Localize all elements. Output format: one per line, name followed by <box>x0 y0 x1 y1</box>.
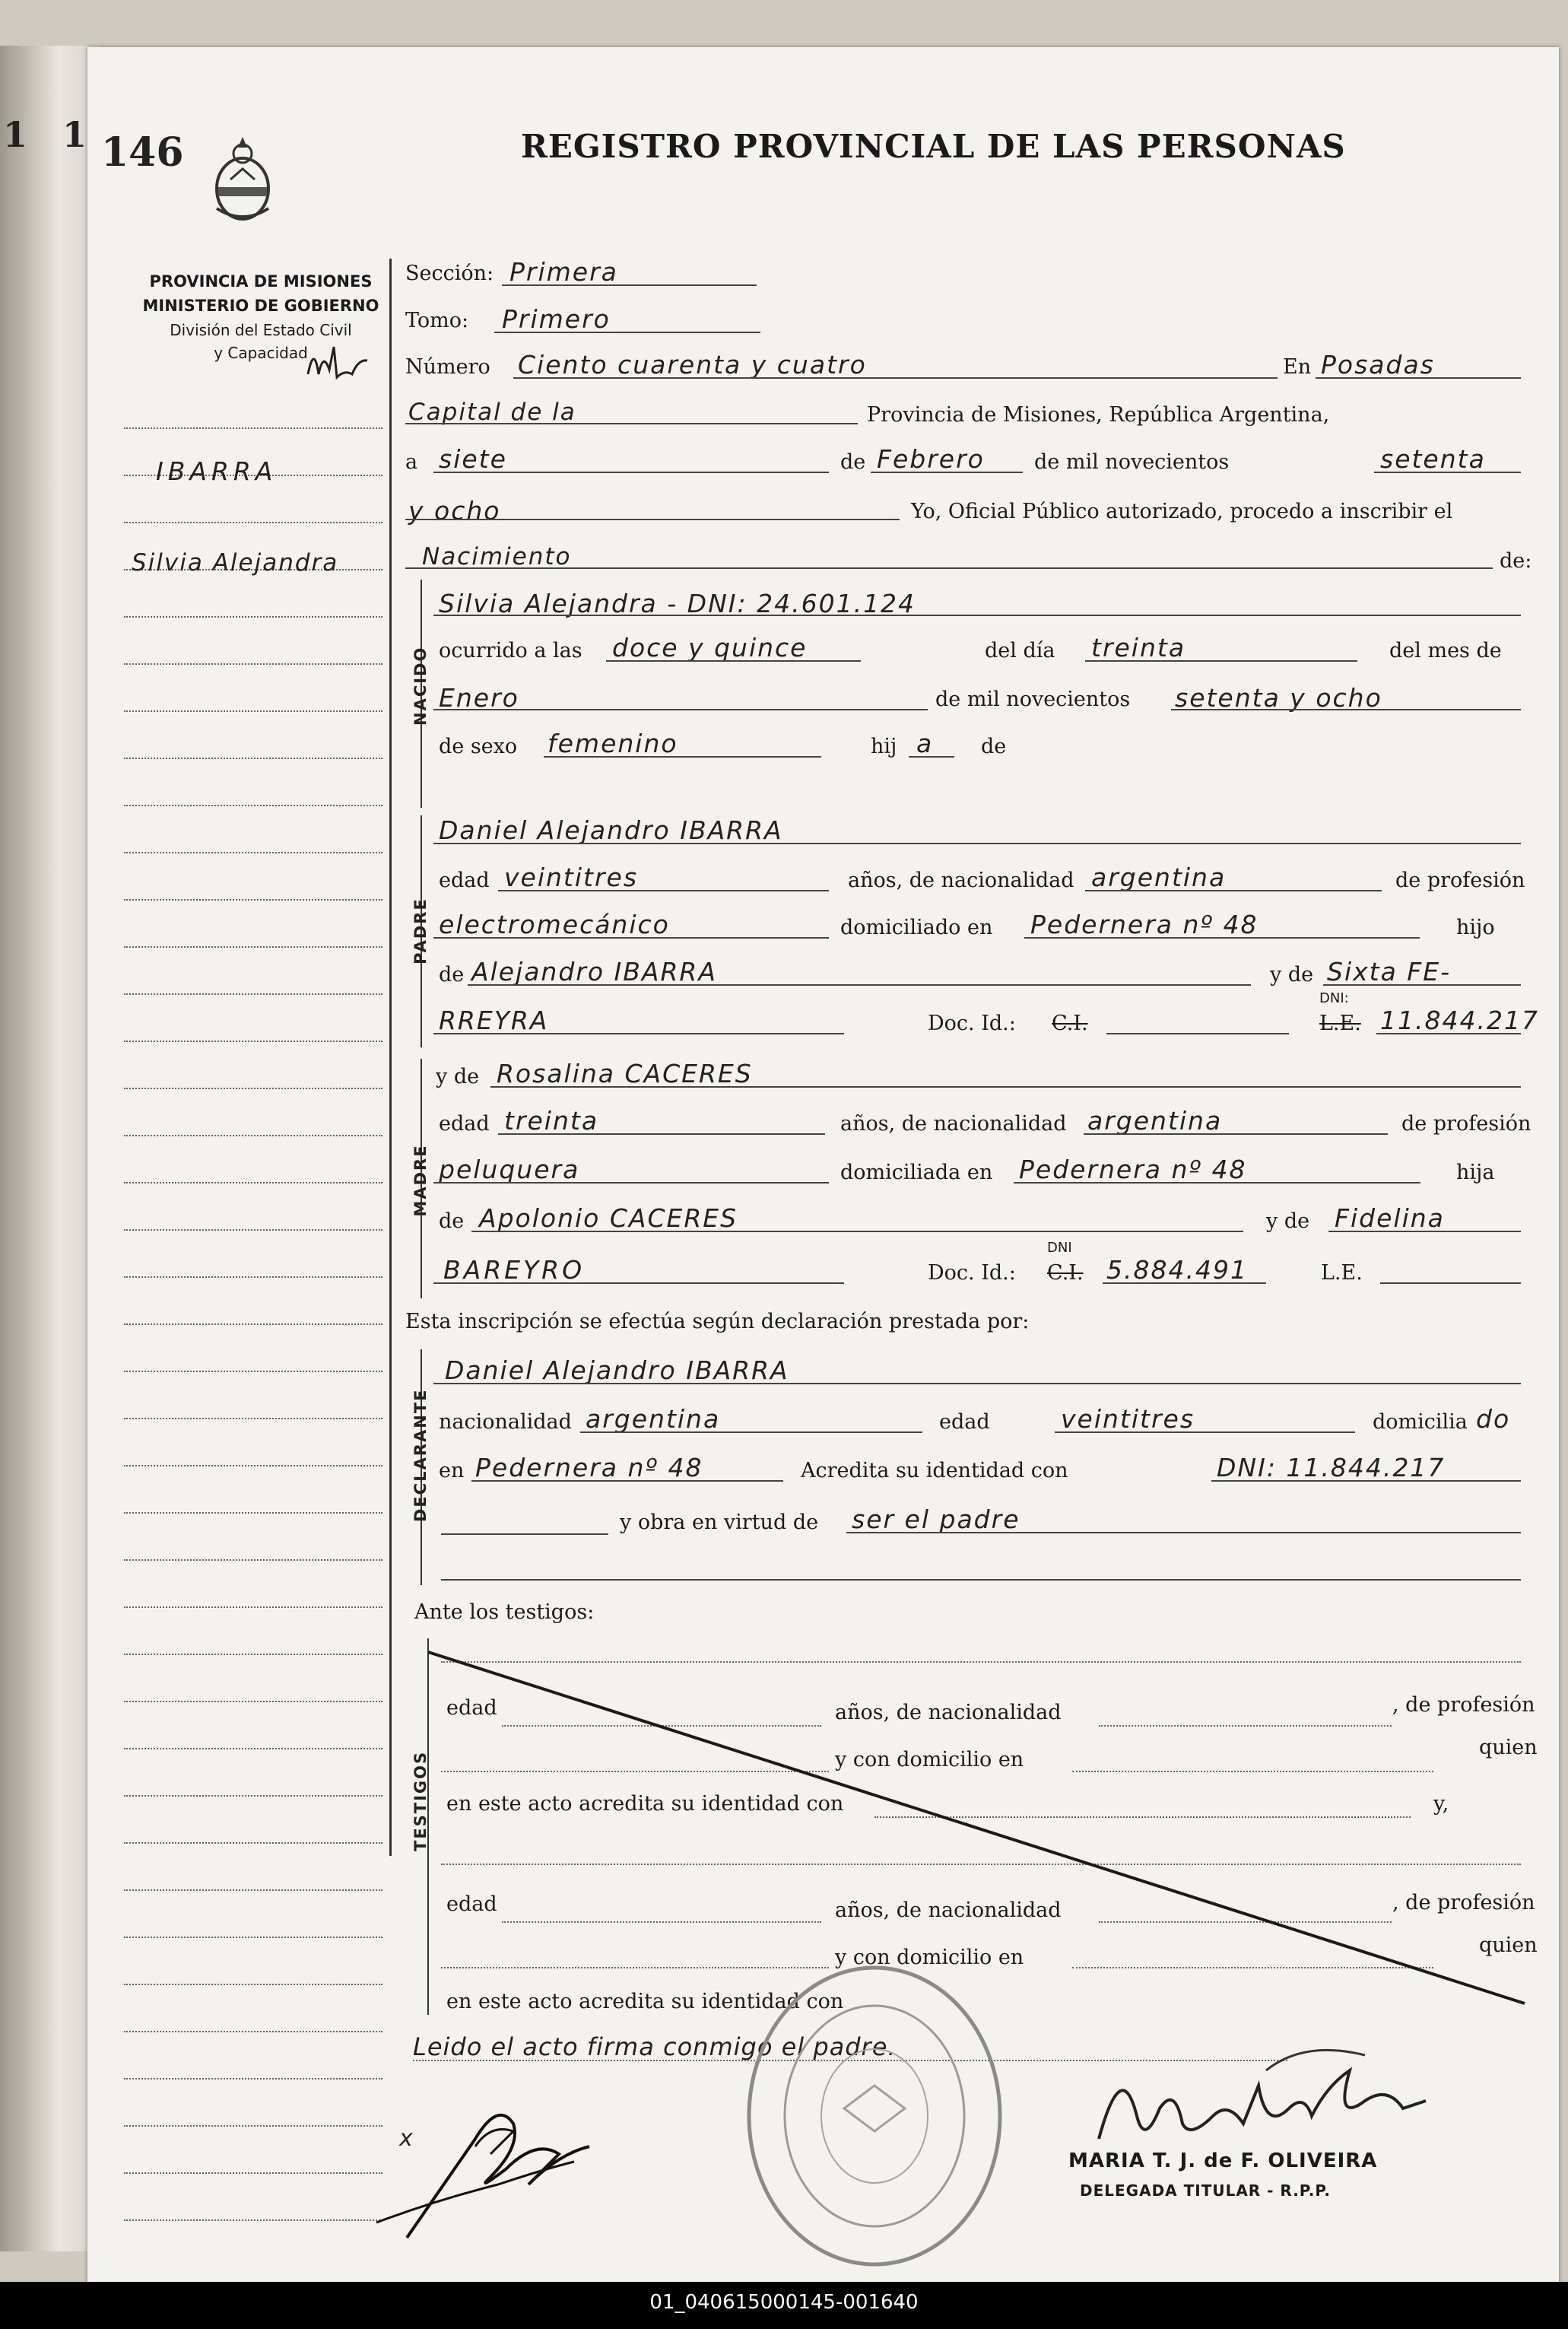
en-value: Pedernera nº 48 <box>475 1453 703 1482</box>
fill-line <box>490 1086 1521 1088</box>
fill-line <box>580 1431 922 1433</box>
le-label: L.E. <box>1321 1261 1363 1285</box>
dom-label: domiciliada en <box>840 1161 993 1184</box>
hij-label: hij <box>871 735 897 758</box>
numero-value: Ciento cuarenta y cuatro <box>518 350 867 380</box>
fill-line <box>1376 1033 1521 1034</box>
padre-side-label: PADRE <box>411 898 430 964</box>
acredita-value: DNI: 11.844.217 <box>1217 1453 1446 1482</box>
day-value: siete <box>439 444 507 474</box>
org-line: PROVINCIA DE MISIONES <box>149 272 373 291</box>
margin-rule <box>124 2125 382 2127</box>
margin-rule <box>124 1041 382 1042</box>
prof-value: peluquera <box>439 1155 580 1184</box>
x-mark: x <box>399 2125 414 2152</box>
tomo-value: Primero <box>502 304 611 334</box>
margin-rule <box>124 1088 382 1089</box>
doc-label: Doc. Id.: <box>928 1261 1016 1285</box>
initials-signature-icon <box>300 336 376 389</box>
virtud-label: y obra en virtud de <box>620 1511 819 1534</box>
month-value: Febrero <box>877 444 985 474</box>
seccion-value: Primera <box>509 257 618 287</box>
madre-side-label: MADRE <box>411 1144 430 1217</box>
margin-rule <box>124 1323 382 1325</box>
fill-line <box>513 377 1278 379</box>
margin-rule <box>124 805 382 806</box>
anio-value: setenta y ocho <box>1175 683 1382 713</box>
fill-line <box>405 567 1493 569</box>
nac-label: años, de nacionalidad <box>835 1898 1062 1922</box>
del-dia-label: del día <box>985 639 1055 662</box>
edad-value: veintitres <box>1061 1404 1195 1434</box>
dom-label: domiciliado en <box>840 916 993 939</box>
margin-rule <box>124 1182 382 1184</box>
mil-text: de mil novecientos <box>1034 450 1230 474</box>
fill-line <box>1380 1282 1521 1284</box>
numero-label: Número <box>405 355 490 379</box>
le-label: L.E. <box>1319 1012 1361 1035</box>
fill-line <box>1014 1182 1420 1184</box>
fill-line <box>1374 472 1521 473</box>
en-value: Posadas <box>1321 350 1435 380</box>
mother-value: BAREYRO <box>443 1255 586 1285</box>
dom-suffix: do <box>1476 1404 1511 1434</box>
doc-value: 11.844.217 <box>1380 1006 1539 1035</box>
oficial-text: Yo, Oficial Público autorizado, procedo a inscribir el <box>911 500 1453 523</box>
margin-rule <box>124 946 382 948</box>
coat-of-arms-icon <box>202 132 284 222</box>
declarante-name: Daniel Alejandro IBARRA <box>445 1355 789 1385</box>
cancellation-line <box>422 1644 1532 2010</box>
ocurrido-label: ocurrido a las <box>439 639 582 662</box>
dom-value: Pedernera nº 48 <box>1019 1155 1247 1184</box>
page-title: REGISTRO PROVINCIAL DE LAS PERSONAS <box>521 128 1346 165</box>
fill-line <box>1211 1480 1521 1482</box>
margin-given-names: Silvia Alejandra <box>132 549 339 577</box>
fill-line <box>909 756 954 758</box>
yde-label: y de <box>1270 963 1314 987</box>
acredita-label: Acredita su identidad con <box>801 1459 1068 1482</box>
margin-rule <box>124 2031 382 2032</box>
margin-rule <box>124 1418 382 1419</box>
mother-value: RREYRA <box>439 1006 549 1035</box>
fill-line <box>433 937 829 939</box>
fill-line <box>1103 1282 1266 1284</box>
a-label: a <box>405 450 418 474</box>
margin-rule <box>124 1465 382 1466</box>
y-label: y, <box>1433 1792 1449 1816</box>
nac-value: argentina <box>1091 863 1227 892</box>
fill-line <box>871 472 1023 473</box>
margin-rule <box>124 993 382 995</box>
acredita-label: en este acto acredita su identidad con <box>446 1792 844 1816</box>
margin-surname: IBARRA <box>156 456 278 486</box>
de-label: de <box>840 450 866 474</box>
edge-number: 1 <box>3 114 28 155</box>
hij-value: a <box>916 729 934 758</box>
doc-label: Doc. Id.: <box>928 1012 1016 1035</box>
official-seal-icon <box>738 1956 1011 2276</box>
margin-rule <box>124 1937 382 1938</box>
nacido-side-label: NACIDO <box>411 646 430 726</box>
fill-line <box>468 984 1251 986</box>
ci-label: C.I. <box>1047 1261 1084 1285</box>
edad-label: edad <box>446 1892 497 1916</box>
margin-rule <box>124 1748 382 1749</box>
margin-rule <box>124 1559 382 1561</box>
margin-rule <box>124 1135 382 1136</box>
footer-image-id: 01_040615000145-001640 <box>649 2291 919 2314</box>
margin-rule <box>124 1371 382 1372</box>
prof-label: de profesión <box>1395 869 1525 892</box>
fill-line <box>433 615 1521 616</box>
nac-label: años, de nacionalidad <box>848 869 1074 892</box>
margin-rule <box>124 1984 382 1985</box>
dni-label: DNI <box>1047 1240 1072 1256</box>
dom-label: y con domicilio en <box>835 1748 1024 1771</box>
declarant-signature-icon <box>361 2055 620 2253</box>
margin-rule <box>124 1795 382 1797</box>
fill-line <box>1316 377 1521 379</box>
nac-value: argentina <box>1087 1106 1223 1136</box>
margin-rule <box>124 1842 382 1844</box>
fill-line <box>1084 1133 1388 1135</box>
fill-line <box>544 756 821 758</box>
fill-line <box>1171 709 1521 710</box>
father-value: Apolonio CACERES <box>479 1203 738 1233</box>
fill-line <box>846 1532 1521 1533</box>
year-value: y ocho <box>408 496 501 526</box>
margin-rule <box>124 427 382 429</box>
dom-label: domicilia <box>1373 1410 1468 1434</box>
fill-line <box>433 843 1521 844</box>
margin-rule <box>124 522 382 523</box>
fill-line <box>1085 660 1357 662</box>
margin-rule <box>124 1512 382 1514</box>
fill-line <box>405 519 900 520</box>
padre-name: Daniel Alejandro IBARRA <box>439 815 783 845</box>
de-end-label: de: <box>1500 549 1532 573</box>
edad-label: edad <box>439 1112 490 1136</box>
org-line: MINISTERIO DE GOBIERNO <box>142 297 379 315</box>
seccion-label: Sección: <box>405 262 494 285</box>
del-mes-label: del mes de <box>1389 639 1502 662</box>
edad-value: veintitres <box>504 863 639 892</box>
margin-rule <box>124 2219 382 2221</box>
fill-line <box>433 472 829 473</box>
edad-label: edad <box>446 1696 497 1720</box>
prof-label: , de profesión <box>1392 1693 1535 1717</box>
margin-rule <box>124 663 382 665</box>
fill-line <box>441 1579 1521 1581</box>
fill-line <box>441 1533 608 1535</box>
sexo-value: femenino <box>548 729 678 758</box>
de-label: de <box>439 1209 465 1233</box>
register-page <box>87 47 1559 2291</box>
declarante-intro: Esta inscripción se efectúa según declaración prestada por: <box>405 1310 1030 1333</box>
doc-value: 5.884.491 <box>1106 1255 1248 1285</box>
fill-line <box>433 709 928 710</box>
margin-rule <box>124 1701 382 1702</box>
margin-rule <box>124 2078 382 2080</box>
madre-name: Rosalina CACERES <box>497 1059 753 1088</box>
footer-bar <box>0 2282 1568 2329</box>
nac-label: nacionalidad <box>439 1410 572 1434</box>
fill-line <box>1328 1231 1521 1232</box>
quien-label: quien <box>1479 1933 1538 1957</box>
tomo-label: Tomo: <box>405 309 469 332</box>
father-value: Alejandro IBARRA <box>471 957 717 987</box>
margin-rule <box>124 1229 382 1231</box>
nac-label: años, de nacionalidad <box>840 1112 1067 1136</box>
fill-line <box>433 1282 844 1284</box>
page-number: 146 <box>101 129 184 176</box>
fill-line <box>433 1033 844 1034</box>
nacido-name: Silvia Alejandra - DNI: 24.601.124 <box>439 589 916 618</box>
fill-line <box>1106 1033 1289 1034</box>
quien-label: quien <box>1479 1736 1538 1759</box>
testigos-side-label: TESTIGOS <box>411 1750 430 1851</box>
fill-line <box>606 660 861 662</box>
dia-value: treinta <box>1091 633 1186 662</box>
place-value: Capital de la <box>408 399 576 426</box>
hijo-label: hijo <box>1456 916 1495 939</box>
official-name: MARIA T. J. de F. OLIVEIRA <box>1068 2149 1378 2172</box>
fill-line <box>494 332 760 333</box>
dni-label: DNI: <box>1319 990 1349 1006</box>
sexo-label: de sexo <box>439 735 518 758</box>
fill-line <box>471 1231 1243 1232</box>
acredita-label: en este acto acredita su identidad con <box>446 1990 844 2013</box>
fill-line <box>433 1182 829 1184</box>
fill-line <box>471 1480 783 1482</box>
yde-label: y de <box>1266 1209 1310 1233</box>
dom-value: Pedernera nº 48 <box>1030 910 1259 939</box>
prof-value: electromecánico <box>439 910 670 939</box>
yde-label: y de <box>436 1065 480 1088</box>
en-label: en <box>439 1459 465 1482</box>
edge-number: 1 <box>62 114 87 155</box>
nac-label: años, de nacionalidad <box>835 1701 1062 1724</box>
ci-label: C.I. <box>1052 1012 1088 1035</box>
official-title: DELEGADA TITULAR - R.P.P. <box>1080 2181 1331 2200</box>
margin-rule <box>124 616 382 618</box>
de-label: de <box>439 963 465 987</box>
acto-value: Nacimiento <box>422 543 572 570</box>
org-line: División del Estado Civil <box>170 321 352 339</box>
fill-line <box>1024 937 1420 939</box>
edad-label: edad <box>439 869 490 892</box>
dom-label: y con domicilio en <box>835 1946 1024 1969</box>
mes-value: Enero <box>439 683 519 713</box>
prof-label: , de profesión <box>1392 1891 1535 1914</box>
margin-rule <box>124 2172 382 2174</box>
fill-line <box>502 284 757 286</box>
margin-rule <box>124 1606 382 1608</box>
de-label: de <box>981 735 1007 758</box>
fill-line <box>1085 890 1382 891</box>
margin-rule <box>124 1889 382 1891</box>
margin-rule <box>124 758 382 759</box>
margin-rule <box>124 1276 382 1278</box>
testigos-intro: Ante los testigos: <box>414 1600 595 1624</box>
edad-label: edad <box>939 1410 990 1434</box>
en-label: En <box>1283 355 1312 379</box>
hora-value: doce y quince <box>612 633 808 662</box>
fill-line <box>498 890 829 891</box>
fill-line <box>1055 1431 1355 1433</box>
mother-value: Fidelina <box>1335 1203 1445 1233</box>
year-value: setenta <box>1380 444 1486 474</box>
mil-label: de mil novecientos <box>935 688 1131 711</box>
edad-value: treinta <box>504 1106 599 1136</box>
declarante-side-label: DECLARANTE <box>411 1388 430 1522</box>
mother-value: Sixta FE- <box>1327 957 1452 987</box>
column-divider <box>389 259 392 1856</box>
prof-label: de profesión <box>1401 1112 1531 1136</box>
margin-rule <box>124 899 382 901</box>
fill-line <box>1323 984 1521 986</box>
org-line: y Capacidad <box>214 344 308 362</box>
hija-label: hija <box>1456 1161 1495 1184</box>
book-page-edges <box>0 46 99 2251</box>
nac-value: argentina <box>586 1404 721 1434</box>
margin-rule <box>124 1654 382 1655</box>
provincia-text: Provincia de Misiones, República Argentina, <box>867 403 1330 427</box>
fill-line <box>498 1133 825 1135</box>
virtud-value: ser el padre <box>852 1504 1020 1534</box>
fill-line <box>405 423 858 424</box>
margin-rule <box>124 852 382 853</box>
margin-rule <box>124 710 382 712</box>
fill-line <box>433 1383 1521 1384</box>
closing-text: Leido el acto firma conmigo el padre. <box>413 2032 897 2061</box>
